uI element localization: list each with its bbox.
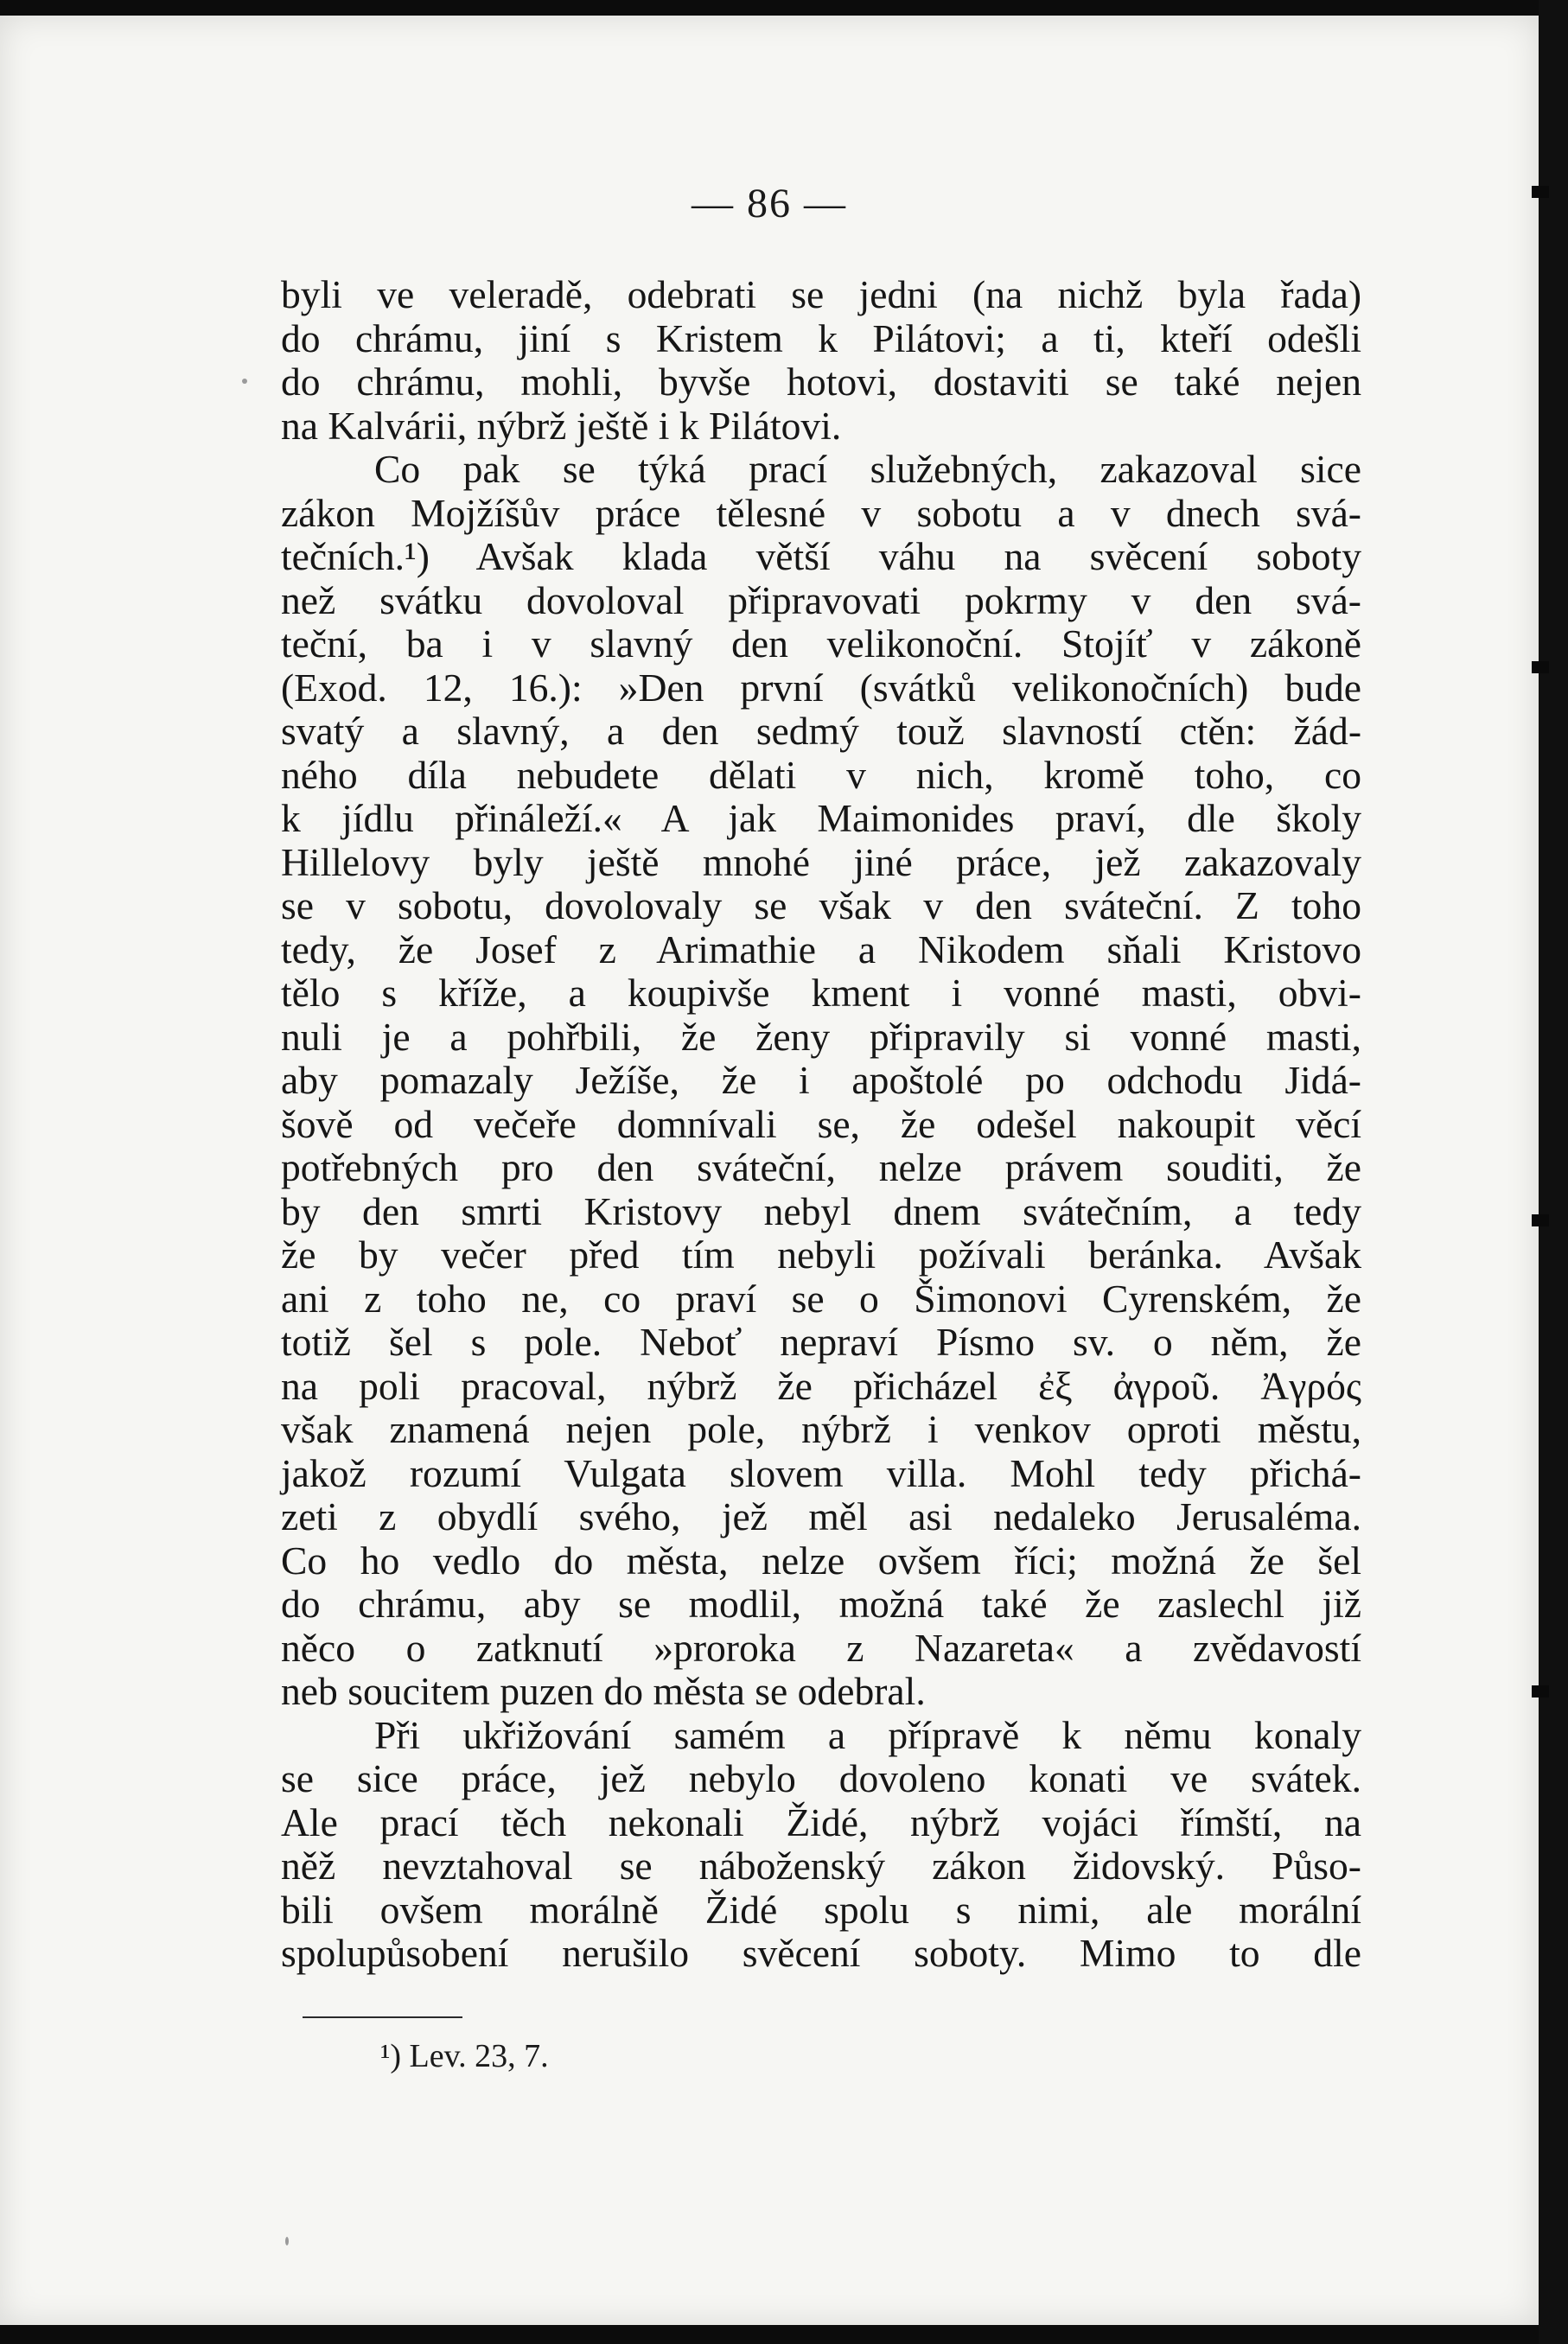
text-line: tečních.¹) Avšak klada větší váhu na svěcení soboty <box>281 534 1361 578</box>
page-number: — 86 — <box>692 181 847 226</box>
text-line: se sice práce, jež nebylo dovoleno konati ve svátek. <box>281 1756 1361 1800</box>
text-line: ného díla nebudete dělati v nich, kromě toho, co <box>281 752 1361 797</box>
text-line: Ale prací těch nekonali Židé, nýbrž vojáci římští, na <box>281 1799 1361 1844</box>
book-page <box>0 16 1539 2325</box>
text-line: tedy, že Josef z Arimathie a Nikodem sňali Kristovo <box>281 927 1361 971</box>
scan-edge-mark <box>1532 186 1549 198</box>
text-line: zeti z obydlí svého, jež měl asi nedaleko Jerusaléma. <box>281 1494 1361 1538</box>
text-line: by den smrti Kristovy nebyl dnem svátečním, a tedy <box>281 1188 1361 1233</box>
footnote-divider <box>303 2016 462 2018</box>
text-line: neb soucitem puzen do města se odebral. <box>281 1669 926 1713</box>
text-line: svatý a slavný, a den sedmý touž slavností ctěn: žád- <box>281 709 1361 753</box>
text-line: Hillelovy byly ještě mnohé jiné práce, jež zakazovaly <box>281 839 1361 884</box>
text-line: do chrámu, mohli, byvše hotovi, dostaviti se také nejen <box>281 360 1361 404</box>
text-line: se v sobotu, dovolovaly se však v den sváteční. Z toho <box>281 883 1361 927</box>
paper-speck <box>242 379 247 384</box>
scan-edge-mark <box>1532 1214 1549 1226</box>
text-line: do chrámu, aby se modlil, možná také že zaslechl již <box>281 1582 1361 1626</box>
scan-edge-mark <box>1532 1685 1549 1697</box>
text-line: Co pak se týká prací služebných, zakazoval sice <box>374 447 1361 491</box>
text-line: zákon Mojžíšův práce tělesné v sobotu a v dnech svá- <box>281 490 1361 535</box>
text-line: do chrámu, jiní s Kristem k Pilátovi; a ti, kteří odešli <box>281 315 1361 360</box>
paper-speck <box>285 2237 289 2245</box>
text-line: spolupůsobení nerušilo svěcení soboty. Mimo to dle <box>281 1931 1361 1975</box>
text-line: (Exod. 12, 16.): »Den první (svátků velikonočních) bude <box>281 665 1361 710</box>
text-line: ani z toho ne, co praví se o Šimonovi Cyrenském, že <box>281 1276 1361 1321</box>
text-line: nuli je a pohřbili, že ženy připravily si vonné masti, <box>281 1014 1361 1059</box>
text-line: tělo s kříže, a koupivše kment i vonné masti, obvi- <box>281 971 1361 1015</box>
text-line: šově od večeře domnívali se, že odešel nakoupit věcí <box>281 1101 1361 1146</box>
text-line: jakož rozumí Vulgata slovem villa. Mohl tedy přichá- <box>281 1450 1361 1495</box>
text-line: na poli pracoval, nýbrž že přicházel ἐξ ἀγροῦ. Ἀγρός <box>281 1363 1361 1408</box>
text-line: aby pomazaly Ježíše, že i apoštolé po odchodu Jidá- <box>281 1058 1361 1102</box>
text-line: totiž šel s pole. Neboť nepraví Písmo sv. o něm, že <box>281 1320 1361 1364</box>
text-line: něco o zatknutí »proroka z Nazareta« a zvědavostí <box>281 1625 1361 1670</box>
text-line: k jídlu přináleží.« A jak Maimonides praví, dle školy <box>281 796 1361 840</box>
body-text <box>281 273 1361 1976</box>
text-line: Co ho vedlo do města, nelze ovšem říci; možná že šel <box>281 1538 1361 1583</box>
text-line: potřebných pro den sváteční, nelze právem souditi, že <box>281 1145 1361 1189</box>
text-line: že by večer před tím nebyli požívali beránka. Avšak <box>281 1233 1361 1277</box>
text-line: však znamená nejen pole, nýbrž i venkov oproti městu, <box>281 1407 1361 1451</box>
text-line: byli ve veleradě, odebrati se jedni (na nichž byla řada) <box>281 272 1361 316</box>
scan-edge-mark <box>1532 661 1549 673</box>
text-line: Při ukřižování samém a přípravě k němu konaly <box>374 1712 1361 1757</box>
text-line: teční, ba i v slavný den velikonoční. Stojíť v zákoně <box>281 621 1361 666</box>
text-line: něž nevztahoval se náboženský zákon židovský. Půso- <box>281 1844 1361 1888</box>
text-line: než svátku dovoloval připravovati pokrmy v den svá- <box>281 577 1361 622</box>
text-line: na Kalvárii, nýbrž ještě i k Pilátovi. <box>281 403 842 448</box>
text-line: bili ovšem morálně Židé spolu s nimi, ale morální <box>281 1887 1361 1932</box>
footnote: ¹) Lev. 23, 7. <box>380 2038 549 2074</box>
scan-edge <box>1539 0 1568 2344</box>
